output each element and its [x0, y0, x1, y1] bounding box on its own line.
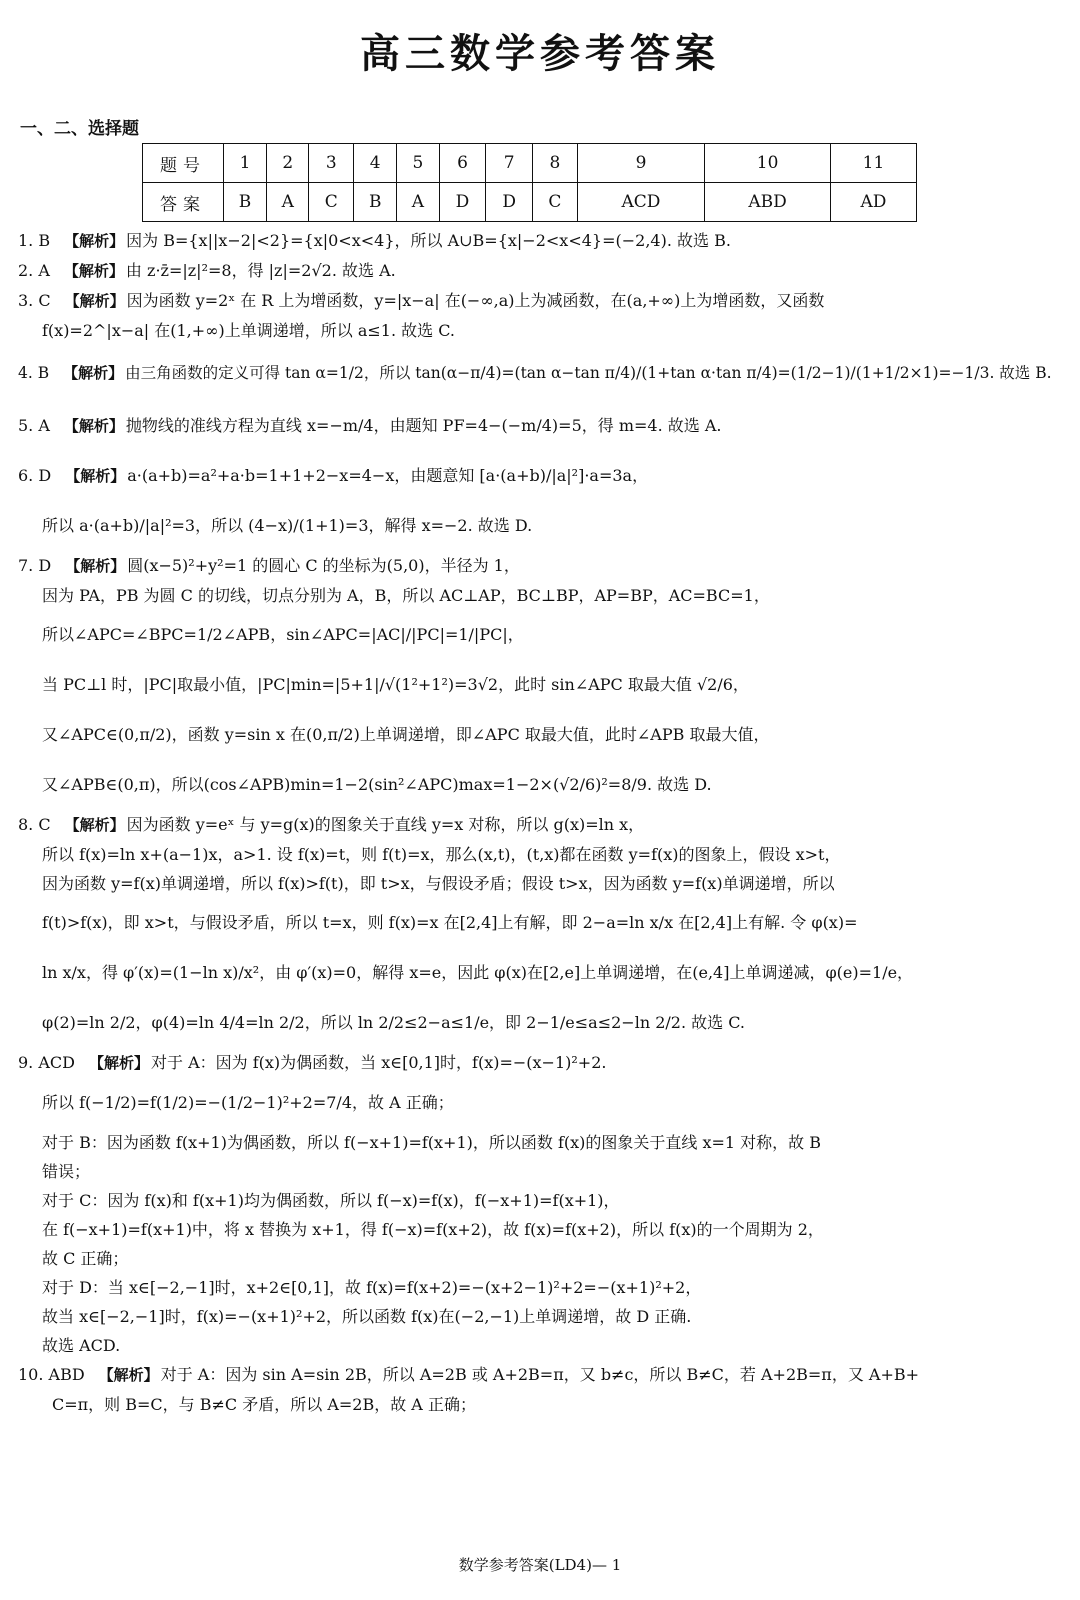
solution-line	[18, 948, 1062, 998]
analysis-tag: 【解析】	[63, 417, 124, 435]
solution-text: 因为 PA，PB 为圆 C 的切线，切点分别为 A，B，所以 AC⊥AP，BC⊥BP，AP=BP，AC=BC=1，	[42, 586, 770, 605]
solution-line	[18, 610, 1062, 660]
question-label: 4. B	[18, 364, 50, 382]
solution-line	[18, 345, 1062, 401]
analysis-tag: 【解析】	[63, 262, 124, 280]
solution-line	[18, 1215, 1062, 1244]
page-title: 高三数学参考答案	[360, 31, 720, 77]
solution-line	[18, 810, 1062, 840]
solution-text: 又∠APC∈(0,π/2)，函数 y=sin x 在(0,π/2)上单调递增，即∠APC 取最大值，此时∠APB 取最大值，	[42, 725, 770, 744]
solution-line	[18, 1273, 1062, 1302]
solution-line	[18, 1331, 1062, 1360]
solution-line	[18, 1078, 1062, 1128]
question-label: 5. A	[18, 416, 50, 435]
solution-line	[18, 401, 1062, 451]
solution-line	[18, 840, 1062, 869]
answer-cell: ABD	[705, 183, 831, 222]
question-number-cell: 4	[354, 144, 397, 183]
solution-line	[18, 1186, 1062, 1215]
solution-line	[18, 1360, 1062, 1390]
question-number-cell: 6	[439, 144, 486, 183]
solution-line	[18, 551, 1062, 581]
question-label: 8. C	[18, 815, 51, 834]
analysis-tag: 【解析】	[65, 467, 126, 485]
question-number-cell: 11	[830, 144, 916, 183]
solution-text: 因为函数 y=2ˣ 在 R 上为增函数，y=|x−a| 在(−∞,a)上为减函数，在(a,+∞)上为增函数，又函数	[126, 291, 825, 310]
solution-text: 对于 B：因为函数 f(x+1)为偶函数，所以 f(−x+1)=f(x+1)，所以函数 f(x)的图象关于直线 x=1 对称，故 B	[42, 1133, 822, 1152]
question-label: 10. ABD	[18, 1365, 85, 1384]
solution-line	[18, 710, 1062, 760]
page-footer: 数学参考答案(LD4)— 1	[458, 1556, 622, 1574]
question-label: 3. C	[18, 291, 51, 310]
question-number-cell: 2	[267, 144, 309, 183]
solution-text: 对于 A：因为 f(x)为偶函数，当 x∈[0,1]时，f(x)=−(x−1)²+2.	[151, 1053, 607, 1072]
solution-line	[18, 760, 1062, 810]
solution-text: C=π，则 B=C，与 B≠C 矛盾，所以 A=2B，故 A 正确；	[52, 1395, 476, 1414]
question-number-cell: 1	[224, 144, 267, 183]
analysis-tag: 【解析】	[64, 292, 125, 310]
solution-text: 错误；	[42, 1162, 91, 1181]
analysis-tag: 【解析】	[64, 232, 125, 250]
analysis-tag: 【解析】	[98, 1366, 159, 1384]
solution-text: a·(a+b)=a²+a·b=1+1+2−x=4−x，由题意知 [a·(a+b)/|a|²]·a=3a，	[127, 466, 649, 485]
analysis-tag: 【解析】	[63, 364, 124, 382]
solution-line	[18, 256, 1062, 286]
analysis-tag: 【解析】	[64, 816, 125, 834]
analysis-tag: 【解析】	[88, 1054, 149, 1072]
solution-text: 故 C 正确；	[42, 1249, 129, 1268]
solution-text: f(x)=2^|x−a| 在(1,+∞)上单调递增，所以 a≤1. 故选 C.	[42, 321, 455, 340]
solution-line	[18, 660, 1062, 710]
question-label: 7. D	[18, 556, 52, 575]
answer-cell: D	[486, 183, 533, 222]
solution-line	[18, 316, 1062, 345]
solution-text: 抛物线的准线方程为直线 x=−m/4，由题知 PF=4−(−m/4)=5，得 m=4. 故选 A.	[125, 416, 722, 435]
answer-cell: ACD	[577, 183, 704, 222]
solution-text: 故选 ACD.	[42, 1336, 121, 1355]
solution-text: 对于 D：当 x∈[−2,−1]时，x+2∈[0,1]，故 f(x)=f(x+2)=−(x+2−1)²+2=−(x+1)²+2，	[42, 1278, 702, 1297]
answer-cell: A	[397, 183, 439, 222]
question-number-cell: 8	[533, 144, 578, 183]
solution-text: 对于 C：因为 f(x)和 f(x+1)均为偶函数，所以 f(−x)=f(x)，f(−x+1)=f(x+1)，	[42, 1191, 620, 1210]
table-header-number: 题号	[143, 144, 224, 183]
solution-text: 当 PC⊥l 时，|PC|取最小值，|PC|min=|5+1|/√(1²+1²)=3√2，此时 sin∠APC 取最大值 √2/6，	[42, 675, 749, 694]
question-number-cell: 5	[397, 144, 439, 183]
solution-text: φ(2)=ln 2/2，φ(4)=ln 4/4=ln 2/2，所以 ln 2/2≤2−a≤1/e，即 2−1/e≤a≤2−ln 2/2. 故选 C.	[42, 1013, 745, 1032]
answer-cell: A	[267, 183, 309, 222]
solution-text: 由三角函数的定义可得 tan α=1/2，所以 tan(α−π/4)=(tan α−tan π/4)/(1+tan α·tan π/4)=(1/2−1)/(1+1/2×1)=−1/3. 故选 B.	[125, 364, 1052, 382]
answer-cell: B	[354, 183, 397, 222]
table-row	[143, 144, 917, 183]
solution-line	[18, 1390, 1062, 1419]
solution-line	[18, 286, 1062, 316]
solution-text: 对于 A：因为 sin A=sin 2B，所以 A=2B 或 A+2B=π，又 b≠c，所以 B≠C，若 A+2B=π，又 A+B+	[160, 1365, 920, 1384]
solution-line	[18, 869, 1062, 898]
solution-line	[18, 501, 1062, 551]
solution-text: 由 z·z̄=|z|²=8，得 |z|=2√2. 故选 A.	[125, 261, 396, 280]
solution-line	[18, 998, 1062, 1048]
solution-text: 又∠APB∈(0,π)，所以(cos∠APB)min=1−2(sin²∠APC)max=1−2×(√2/6)²=8/9. 故选 D.	[42, 775, 712, 794]
question-number-cell: 3	[309, 144, 354, 183]
solution-text: 故当 x∈[−2,−1]时，f(x)=−(x+1)²+2，所以函数 f(x)在(−2,−1)上单调递增，故 D 正确.	[42, 1307, 692, 1326]
solution-text: 所以∠APC=∠BPC=1/2∠APB，sin∠APC=|AC|/|PC|=1/|PC|，	[42, 625, 524, 644]
solution-text: 因为函数 y=eˣ 与 y=g(x)的图象关于直线 y=x 对称，所以 g(x)=ln x，	[126, 815, 645, 834]
solution-line	[18, 1157, 1062, 1186]
solution-text: 所以 f(−1/2)=f(1/2)=−(1/2−1)²+2=7/4，故 A 正确；	[42, 1093, 454, 1112]
question-label: 1. B	[18, 231, 51, 250]
answer-table	[142, 143, 917, 222]
solution-line	[18, 581, 1062, 610]
solution-body	[18, 226, 1062, 1419]
solution-text: 所以 f(x)=ln x+(a−1)x，a>1. 设 f(x)=t，则 f(t)=x，那么(x,t)，(t,x)都在函数 y=f(x)的图象上，假设 x>t，	[42, 845, 841, 864]
solution-text: 圆(x−5)²+y²=1 的圆心 C 的坐标为(5,0)，半径为 1，	[127, 556, 520, 575]
answer-cell: AD	[830, 183, 916, 222]
solution-text: 在 f(−x+1)=f(x+1)中，将 x 替换为 x+1，得 f(−x)=f(x+2)，故 f(x)=f(x+2)，所以 f(x)的一个周期为 2，	[42, 1220, 824, 1239]
analysis-tag: 【解析】	[65, 557, 126, 575]
solution-line	[18, 1302, 1062, 1331]
solution-line	[18, 451, 1062, 501]
solution-line	[18, 898, 1062, 948]
solution-line	[18, 226, 1062, 256]
question-number-cell: 7	[486, 144, 533, 183]
section-heading: 一、二、选择题	[20, 119, 139, 139]
solution-line	[18, 1048, 1062, 1078]
answer-cell: D	[439, 183, 486, 222]
solution-line	[18, 1128, 1062, 1157]
table-row	[143, 183, 917, 222]
answer-cell: C	[533, 183, 578, 222]
question-label: 6. D	[18, 466, 52, 485]
solution-text: f(t)>f(x)，即 x>t，与假设矛盾，所以 t=x，则 f(x)=x 在[2,4]上有解，即 2−a=ln x/x 在[2,4]上有解. 令 φ(x)=	[42, 913, 858, 932]
question-number-cell: 9	[577, 144, 704, 183]
answer-cell: C	[309, 183, 354, 222]
answer-cell: B	[224, 183, 267, 222]
solution-text: 所以 a·(a+b)/|a|²=3，所以 (4−x)/(1+1)=3，解得 x=−2. 故选 D.	[42, 516, 533, 535]
table-header-answer: 答案	[143, 183, 224, 222]
question-number-cell: 10	[705, 144, 831, 183]
question-label: 9. ACD	[18, 1053, 75, 1072]
solution-text: 因为 B={x||x−2|<2}={x|0<x<4}，所以 A∪B={x|−2<x<4}=(−2,4). 故选 B.	[126, 231, 731, 250]
question-label: 2. A	[18, 261, 50, 280]
solution-text: 因为函数 y=f(x)单调递增，所以 f(x)>f(t)，即 t>x，与假设矛盾；假设 t>x，因为函数 y=f(x)单调递增，所以	[42, 874, 835, 893]
solution-line	[18, 1244, 1062, 1273]
solution-text: ln x/x，得 φ′(x)=(1−ln x)/x²，由 φ′(x)=0，解得 x=e，因此 φ(x)在[2,e]上单调递增，在(e,4]上单调递减，φ(e)=1/e，	[42, 963, 914, 982]
